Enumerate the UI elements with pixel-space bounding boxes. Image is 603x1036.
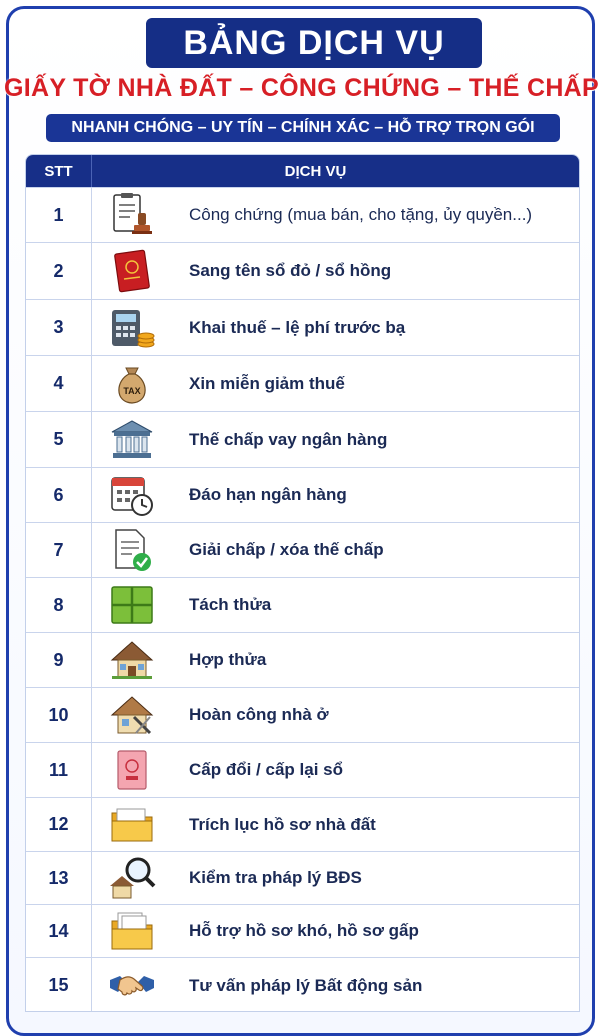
red-book-icon <box>108 247 156 295</box>
row-icon-cell <box>92 798 172 851</box>
page-subtitle: GIẤY TỜ NHÀ ĐẤT – CÔNG CHỨNG – THẾ CHẤP <box>3 74 599 102</box>
calculator-coins-icon <box>108 304 156 352</box>
row-icon-cell <box>92 578 172 632</box>
house-magnifier-icon <box>108 854 156 902</box>
table-row <box>26 411 580 467</box>
table-row <box>26 187 580 242</box>
row-icon-cell <box>92 243 172 299</box>
tagline-banner: NHANH CHÓNG – UY TÍN – CHÍNH XÁC – HỖ TRỢ TRỌN GÓI <box>46 114 560 142</box>
row-icon-cell <box>92 188 172 242</box>
row-number: 15 <box>26 958 92 1012</box>
table-row <box>26 957 580 1012</box>
row-icon-cell <box>92 905 172 957</box>
document-check-icon <box>108 526 156 574</box>
row-number: 5 <box>26 412 92 467</box>
row-icon-cell <box>92 468 172 522</box>
service-table <box>25 154 580 1012</box>
service-name: Khai thuế – lệ phí trước bạ <box>189 317 406 337</box>
land-plot-icon <box>108 581 156 629</box>
row-number: 10 <box>26 688 92 742</box>
tax-bag-icon <box>108 360 156 408</box>
folder-documents-icon <box>108 907 156 955</box>
row-icon-cell <box>92 356 172 411</box>
service-name: Tách thửa <box>189 595 272 614</box>
pink-book-icon <box>108 746 156 794</box>
table-row <box>26 797 580 851</box>
table-row <box>26 242 580 299</box>
service-name: Đáo hạn ngân hàng <box>189 485 347 504</box>
column-header-stt: STT <box>26 155 92 187</box>
row-number: 1 <box>26 188 92 242</box>
service-name: Thế chấp vay ngân hàng <box>189 429 388 449</box>
row-number: 2 <box>26 243 92 299</box>
table-row <box>26 742 580 797</box>
row-icon-cell <box>92 688 172 742</box>
service-name: Kiểm tra pháp lý BĐS <box>189 868 362 887</box>
service-name: Sang tên sổ đỏ / sổ hồng <box>189 261 392 280</box>
table-row <box>26 299 580 355</box>
folder-icon <box>108 801 156 849</box>
service-name: Giải chấp / xóa thế chấp <box>189 540 384 559</box>
page-title: BẢNG DỊCH VỤ <box>146 18 482 68</box>
row-icon-cell <box>92 412 172 467</box>
row-icon-cell <box>92 633 172 687</box>
table-row <box>26 522 580 577</box>
row-number: 8 <box>26 578 92 632</box>
row-number: 9 <box>26 633 92 687</box>
row-icon-cell <box>92 852 172 904</box>
row-number: 12 <box>26 798 92 851</box>
bank-icon <box>108 416 156 464</box>
notary-document-stamp-icon <box>108 191 156 239</box>
table-header <box>26 155 579 187</box>
row-number: 6 <box>26 468 92 522</box>
house-construction-icon <box>108 691 156 739</box>
svg-text:TAX: TAX <box>123 385 141 396</box>
service-name: Hợp thửa <box>189 650 267 669</box>
row-number: 3 <box>26 300 92 355</box>
row-number: 13 <box>26 852 92 904</box>
calendar-clock-icon <box>108 471 156 519</box>
house-icon <box>108 636 156 684</box>
row-icon-cell <box>92 523 172 577</box>
row-number: 4 <box>26 356 92 411</box>
row-number: 14 <box>26 905 92 957</box>
row-icon-cell <box>92 300 172 355</box>
row-icon-cell <box>92 958 172 1012</box>
handshake-icon <box>108 962 156 1010</box>
service-name: Hỗ trợ hồ sơ khó, hồ sơ gấp <box>189 921 419 940</box>
table-row <box>26 687 580 742</box>
table-row <box>26 577 580 632</box>
row-icon-cell <box>92 743 172 797</box>
table-row <box>26 904 580 957</box>
table-row <box>26 467 580 522</box>
table-row <box>26 632 580 687</box>
row-number: 7 <box>26 523 92 577</box>
service-name: Hoàn công nhà ở <box>189 705 329 724</box>
service-name: Xin miễn giảm thuế <box>189 373 345 393</box>
service-name: Công chứng (mua bán, cho tặng, ủy quyền...) <box>189 205 533 224</box>
column-header-service: DỊCH VỤ <box>284 162 347 180</box>
table-row <box>26 851 580 904</box>
row-number: 11 <box>26 743 92 797</box>
service-name: Trích lục hồ sơ nhà đất <box>189 814 376 834</box>
service-name: Tư vấn pháp lý Bất động sản <box>189 975 423 995</box>
table-row <box>26 355 580 411</box>
service-name: Cấp đổi / cấp lại sổ <box>189 760 343 779</box>
